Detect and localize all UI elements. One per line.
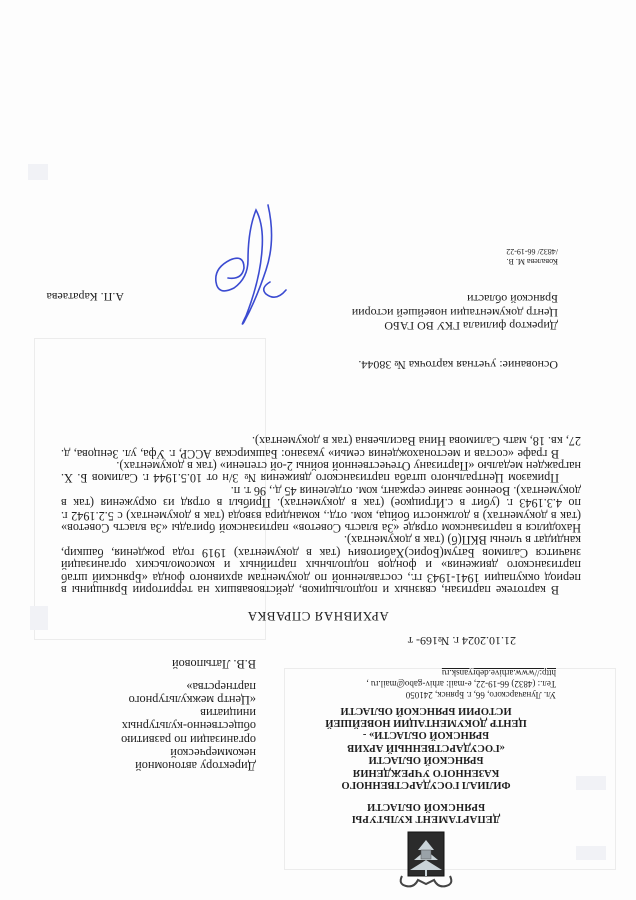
body-paragraph: В картотеке партизан, связных и подпольщиков, действовавших на территории Брянщины в период оккупации 1941-1943 гг., составленной по документам архивного фонда «Брянский штаб партизанского движения» и фондов подпольных партийных и комсомольских организаций значится Салимов Батум(Борис)Хабитович (так в документах) 1919 года рождения, башкир, кандидат в члены ВКП(б) (так в документах). [61,533,581,597]
basis-line: Основание: учетная карточка № 38044. [358,358,558,372]
signatory-position: Директор филиала ГКУ ВО ГАБО Центр документации новейшей истории Брянской области [351,292,558,333]
postal-address: Ул. Луначарского, 66, г. Брянск, 241050 [405,690,556,701]
reference-number: 21.10.2024 г. №169- т [407,634,516,648]
letterhead [286,667,566,890]
document-body [61,435,581,596]
bryansk-region-coat-of-arms-icon [396,828,456,890]
website-link[interactable]: http://www.arhive.debryansk.ru [441,668,556,679]
recipient-block: Директору автономной некоммерческой организации по развитию общественно-культурных инициатив «Центр межкультурного партнерства» В.В. Латыповой [26,656,256,772]
recipient-name: В.В. Латыповой [172,656,256,671]
department-name: ДЕПАРТАМЕНТ КУЛЬТУРЫ БРЯНСКОЙ ОБЛАСТИ [351,801,501,824]
handwritten-signature-icon [206,200,306,330]
phone-email: Тел.: (4832) 66-19-22, e-mail: arhiv-gabo@mail.ru , [366,679,556,690]
organization-name: ФИЛИАЛ ГОСУДАРСТВЕННОГО КАЗЕННОГО УЧРЕЖДЕНИЯ БРЯНСКОЙ ОБЛАСТИ «ГОСУДАРСТВЕННЫЙ АРХИВ БРЯНСКОЙ ОБЛАСТИ» - ЦЕНТР ДОКУМЕНТАЦИИ НОВЕЙШЕЙ ИСТОРИИ БРЯНСКОЙ ОБЛАСТИ [325,704,527,790]
organization-address [286,667,566,700]
show-through-cell [576,846,606,860]
show-through-cell [576,776,606,790]
executor-block [506,247,558,266]
executor-phone: /4832/ 66-19-22 [506,247,558,257]
body-paragraph: Приказом Центрального штаба партизанского движения № 3/н от 10.5.1944 г. Салимов Б. Х. награжден медалью «Партизану Отечественной войны 2-ой степени» (так в документах). [61,458,581,486]
document-title: АРХИВНАЯ СПРАВКА [247,609,389,624]
body-paragraph: Находился в партизанском отряде «За власть Советов» партизанской бригады «За власть Советов» (так в документах) в должности бойца, ком. отд., командира взвода (так в документах) с 5.2.1942 г. по 4.3.1943 г. (убит в с.Игрицкое) (так в документах). Прибыл в отряд из окружения (так в документах). Военное звание сержант, ком. отделения 45 д., 96 т. п. [61,483,581,535]
signatory-name: А.П. Каратаева [46,290,124,304]
show-through-cell [28,164,48,180]
executor-name: Ковалева М. В. [506,257,558,266]
body-paragraph: В графе «состав и местонахождения семьи» указано: Башкирская АССР, г. Уфа, ул. Зенцова, д. 27, кв. 18, мать Салимова Нина Васильевна (так в документах). [61,434,581,461]
